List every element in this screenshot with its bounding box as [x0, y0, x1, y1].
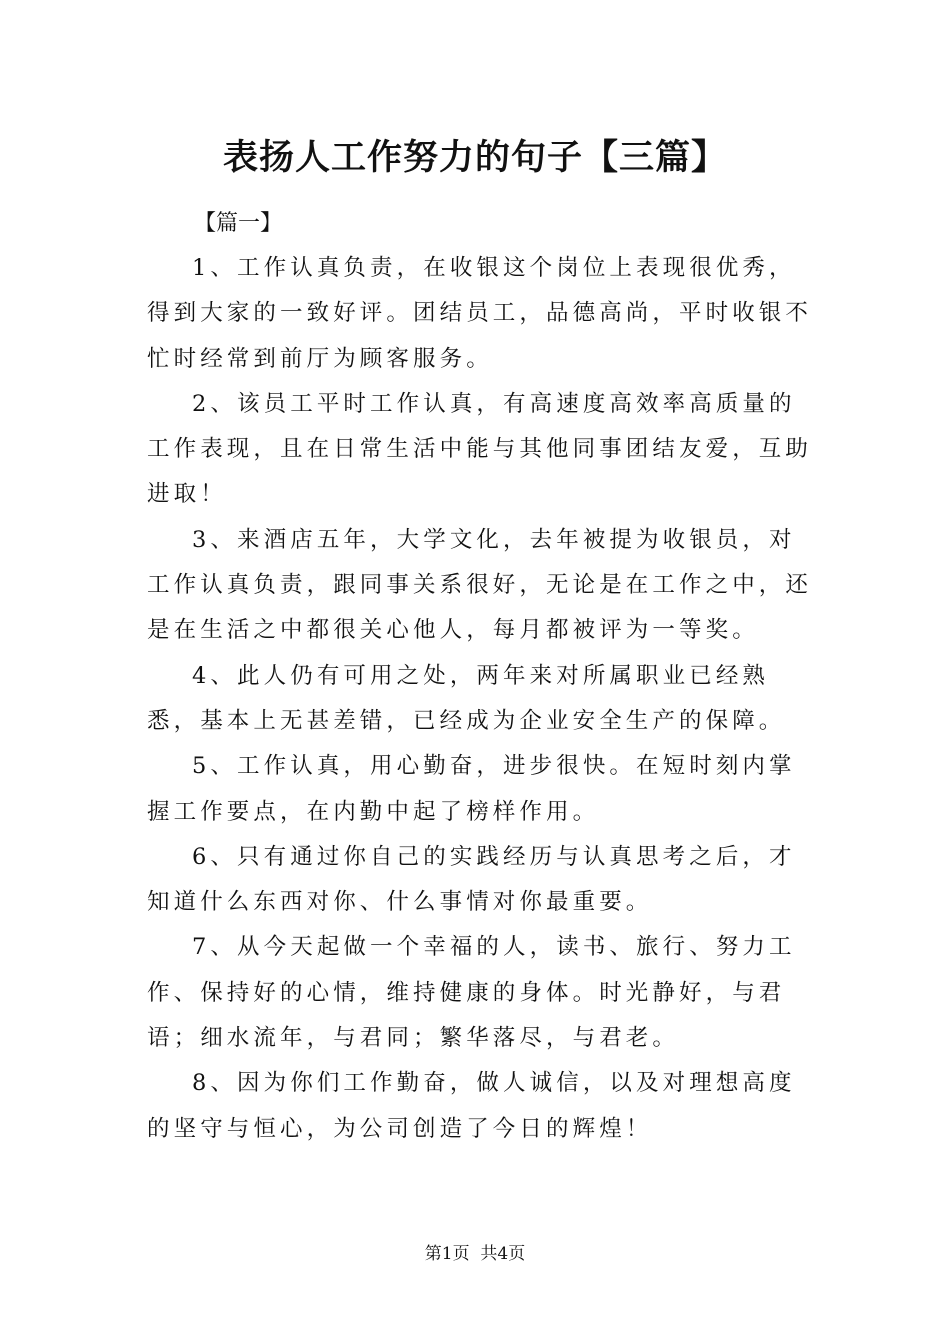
paragraph-7: 7、从今天起做一个幸福的人，读书、旅行、努力工作、保持好的心情，维持健康的身体。时光静好，与君语；细水流年，与君同；繁华落尽，与君老。: [147, 934, 796, 1052]
page-number: 第1页 共4页: [424, 1244, 526, 1264]
section-label: 【篇一】: [194, 211, 283, 236]
paragraph-2: 2、该员工平时工作认真，有高速度高效率高质量的工作表现，且在日常生活中能与其他同事团结友爱，互助进取！: [147, 390, 813, 508]
document-title: 表扬人工作努力的句子【三篇】: [222, 137, 727, 178]
paragraph-5: 5、工作认真，用心勤奋，进步很快。在短时刻内掌握工作要点，在内勤中起了榜样作用。: [147, 753, 796, 825]
paragraph-1: 1、工作认真负责，在收银这个岗位上表现很优秀，得到大家的一致好评。团结员工，品德高尚，平时收银不忙时经常到前厅为顾客服务。: [147, 255, 813, 372]
document-body: [147, 246, 813, 1152]
page-footer: [0, 1240, 950, 1268]
paragraph-8: 8、因为你们工作勤奋，做人诚信，以及对理想高度的坚守与恒心，为公司创造了今日的辉煌！: [147, 1070, 796, 1142]
paragraph-3: 3、来酒店五年，大学文化，去年被提为收银员，对工作认真负责，跟同事关系很好，无论是在工作之中，还是在生活之中都很关心他人，每月都被评为一等奖。: [147, 526, 813, 644]
paragraph-4: 4、此人仍有可用之处，两年来对所属职业已经熟悉，基本上无甚差错，已经成为企业安全生产的保障。: [147, 662, 786, 734]
paragraph-6: 6、只有通过你自己的实践经历与认真思考之后，才知道什么东西对你、什么事情对你最重要。: [147, 843, 796, 916]
